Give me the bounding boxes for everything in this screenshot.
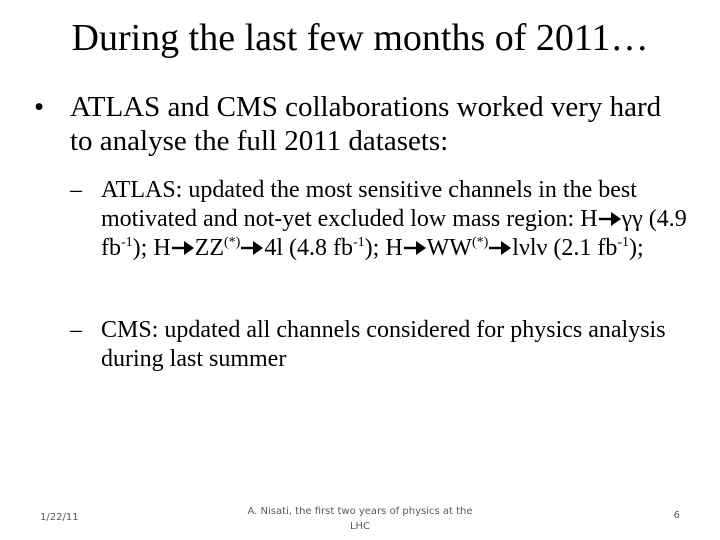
star-superscript: (*) [471,235,489,250]
inverse-superscript: -1 [352,235,365,250]
sub-bullet-cms-text: CMS: updated all channels considered for physics analysis during last summer [101,317,666,372]
bullet-mark: • [34,91,45,123]
dash-mark: – [70,177,82,203]
inverse-superscript: -1 [617,235,629,250]
dash-mark: – [70,317,82,343]
slide-number: 6 [673,510,680,521]
star-superscript: (*) [224,235,241,250]
inverse-superscript: -1 [121,235,133,250]
sub-bullet-atlas [70,176,710,263]
lvlv-channel: lνlν (2.1 fb [512,235,618,261]
sub-bullet-atlas-text [70,176,710,263]
footer-date: 1/22/11 [40,512,79,523]
main-bullet [34,90,684,158]
atlas-intro: ATLAS: updated the most sensitive channels in the best motivated and not-yet excluded low mass region: H [101,177,637,232]
sub-bullet-cms [70,316,710,374]
right-arrow-icon [240,239,264,257]
four-lepton-channel: 4l (4.8 fb [264,235,353,261]
separator-text: ); H [364,235,403,261]
right-arrow-icon [598,210,622,228]
gamma-gamma-channel: γγ (4.9 fb [101,206,687,261]
separator-text: ); H [132,235,171,261]
right-arrow-icon [403,239,427,257]
closing-text: ); [629,235,644,261]
slide-title: During the last few months of 2011… [71,17,649,59]
right-arrow-icon [488,239,512,257]
ww-channel: WW [426,235,472,261]
right-arrow-icon [171,239,195,257]
footer-author: A. Nisati, the first two years of physics at the LHC [247,506,473,532]
zz-channel: ZZ [194,235,224,261]
main-bullet-text: ATLAS and CMS collaborations worked very hard to analyse the full 2011 datasets: [70,91,662,157]
